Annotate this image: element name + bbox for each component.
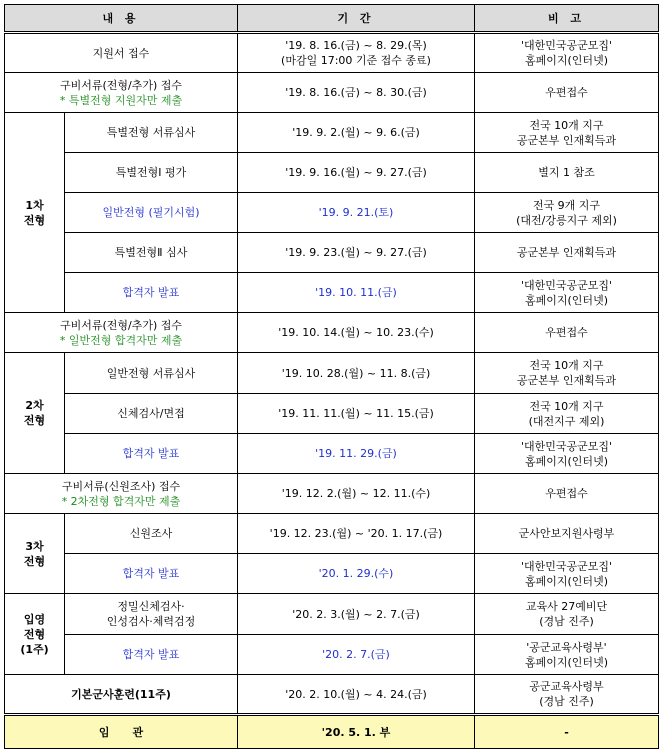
stage1-r2-content: 특별전형Ⅰ 평가 — [65, 153, 238, 193]
table-row — [5, 313, 659, 353]
table-row — [5, 153, 659, 193]
entry-r2-content: 합격자 발표 — [65, 635, 238, 675]
stage3-r1-period: '19. 12. 23.(월) ~ '20. 1. 17.(금) — [238, 514, 475, 554]
stage2-r1-content: 일반전형 서류심사 — [65, 353, 238, 394]
docs1-note: 우편접수 — [475, 73, 659, 113]
docs1-content: 구비서류(전형/추가) 접수 * 특별전형 지원자만 제출 — [5, 73, 238, 113]
docs2-note: 우편접수 — [475, 313, 659, 353]
stage3-r2-period: '20. 1. 29.(수) — [238, 554, 475, 594]
recruitment-schedule-table — [4, 4, 659, 749]
docs3-note: 우편접수 — [475, 474, 659, 514]
stage2-r3-note: '대한민국공군모집' 홈페이지(인터넷) — [475, 434, 659, 474]
stage3-r1-note: 군사안보지원사령부 — [475, 514, 659, 554]
commission-note: - — [475, 715, 659, 749]
stage1-r1-content: 특별전형 서류심사 — [65, 113, 238, 153]
stage1-r2-period: '19. 9. 16.(월) ~ 9. 27.(금) — [238, 153, 475, 193]
stage2-r2-note: 전국 10개 지구 (대전지구 제외) — [475, 394, 659, 434]
entry-label: 입영 전형 (1주) — [5, 594, 65, 675]
entry-r2-period: '20. 2. 7.(금) — [238, 635, 475, 675]
stage1-r3-content: 일반전형 (필기시험) — [65, 193, 238, 233]
stage1-r1-period: '19. 9. 2.(월) ~ 9. 6.(금) — [238, 113, 475, 153]
entry-r2-note: '공군교육사령부' 홈페이지(인터넷) — [475, 635, 659, 675]
table-row — [5, 33, 659, 73]
basic-content: 기본군사훈련(11주) — [5, 675, 238, 715]
docs2-period: '19. 10. 14.(월) ~ 10. 23.(수) — [238, 313, 475, 353]
table-row — [5, 715, 659, 749]
stage1-r5-period: '19. 10. 11.(금) — [238, 273, 475, 313]
entry-r1-note: 교육사 27예비단 (경남 진주) — [475, 594, 659, 635]
stage1-r3-note: 전국 9개 지구 (대전/강릉지구 제외) — [475, 193, 659, 233]
stage1-label: 1차 전형 — [5, 113, 65, 313]
table-row — [5, 233, 659, 273]
table-row — [5, 675, 659, 715]
docs3-period: '19. 12. 2.(월) ~ 12. 11.(수) — [238, 474, 475, 514]
docs3-content: 구비서류(신원조사) 접수 * 2차전형 합격자만 제출 — [5, 474, 238, 514]
table-row — [5, 193, 659, 233]
header-period: 기 간 — [238, 5, 475, 33]
stage1-r4-content: 특별전형Ⅱ 심사 — [65, 233, 238, 273]
stage2-label: 2차 전형 — [5, 353, 65, 474]
table-row — [5, 434, 659, 474]
table-row — [5, 73, 659, 113]
stage2-r1-note: 전국 10개 지구 공군본부 인재획득과 — [475, 353, 659, 394]
stage3-r2-note: '대한민국공군모집' 홈페이지(인터넷) — [475, 554, 659, 594]
docs1-period: '19. 8. 16.(금) ~ 8. 30.(금) — [238, 73, 475, 113]
commission-content: 임 관 — [5, 715, 238, 749]
stage2-r1-period: '19. 10. 28.(월) ~ 11. 8.(금) — [238, 353, 475, 394]
stage1-r2-note: 별지 1 참조 — [475, 153, 659, 193]
basic-note: 공군교육사령부 (경남 진주) — [475, 675, 659, 715]
entry-r1-period: '20. 2. 3.(월) ~ 2. 7.(금) — [238, 594, 475, 635]
table-row — [5, 273, 659, 313]
apply-content: 지원서 접수 — [5, 33, 238, 73]
stage3-r2-content: 합격자 발표 — [65, 554, 238, 594]
stage3-r1-content: 신원조사 — [65, 514, 238, 554]
stage3-label: 3차 전형 — [5, 514, 65, 594]
stage2-r2-period: '19. 11. 11.(월) ~ 11. 15.(금) — [238, 394, 475, 434]
stage1-r3-period: '19. 9. 21.(토) — [238, 193, 475, 233]
header-note: 비 고 — [475, 5, 659, 33]
entry-r1-content: 정밀신체검사· 인성검사·체력검정 — [65, 594, 238, 635]
table-row — [5, 394, 659, 434]
header-content: 내 용 — [5, 5, 238, 33]
stage1-r5-content: 합격자 발표 — [65, 273, 238, 313]
table-row — [5, 554, 659, 594]
commission-period: '20. 5. 1. 부 — [238, 715, 475, 749]
apply-period: '19. 8. 16.(금) ~ 8. 29.(목) (마감일 17:00 기준 접수 종료) — [238, 33, 475, 73]
table-row — [5, 594, 659, 635]
table-row — [5, 514, 659, 554]
header-row — [5, 5, 659, 33]
stage1-r1-note: 전국 10개 지구 공군본부 인재획득과 — [475, 113, 659, 153]
table-row — [5, 635, 659, 675]
docs2-content: 구비서류(전형/추가) 접수 * 일반전형 합격자만 제출 — [5, 313, 238, 353]
stage1-r5-note: '대한민국공군모집' 홈페이지(인터넷) — [475, 273, 659, 313]
stage2-r2-content: 신체검사/면접 — [65, 394, 238, 434]
stage1-r4-note: 공군본부 인재획득과 — [475, 233, 659, 273]
table-row — [5, 474, 659, 514]
basic-period: '20. 2. 10.(월) ~ 4. 24.(금) — [238, 675, 475, 715]
table-row — [5, 353, 659, 394]
table-row — [5, 113, 659, 153]
stage2-r3-period: '19. 11. 29.(금) — [238, 434, 475, 474]
stage2-r3-content: 합격자 발표 — [65, 434, 238, 474]
stage1-r4-period: '19. 9. 23.(월) ~ 9. 27.(금) — [238, 233, 475, 273]
apply-note: '대한민국공군모집' 홈페이지(인터넷) — [475, 33, 659, 73]
